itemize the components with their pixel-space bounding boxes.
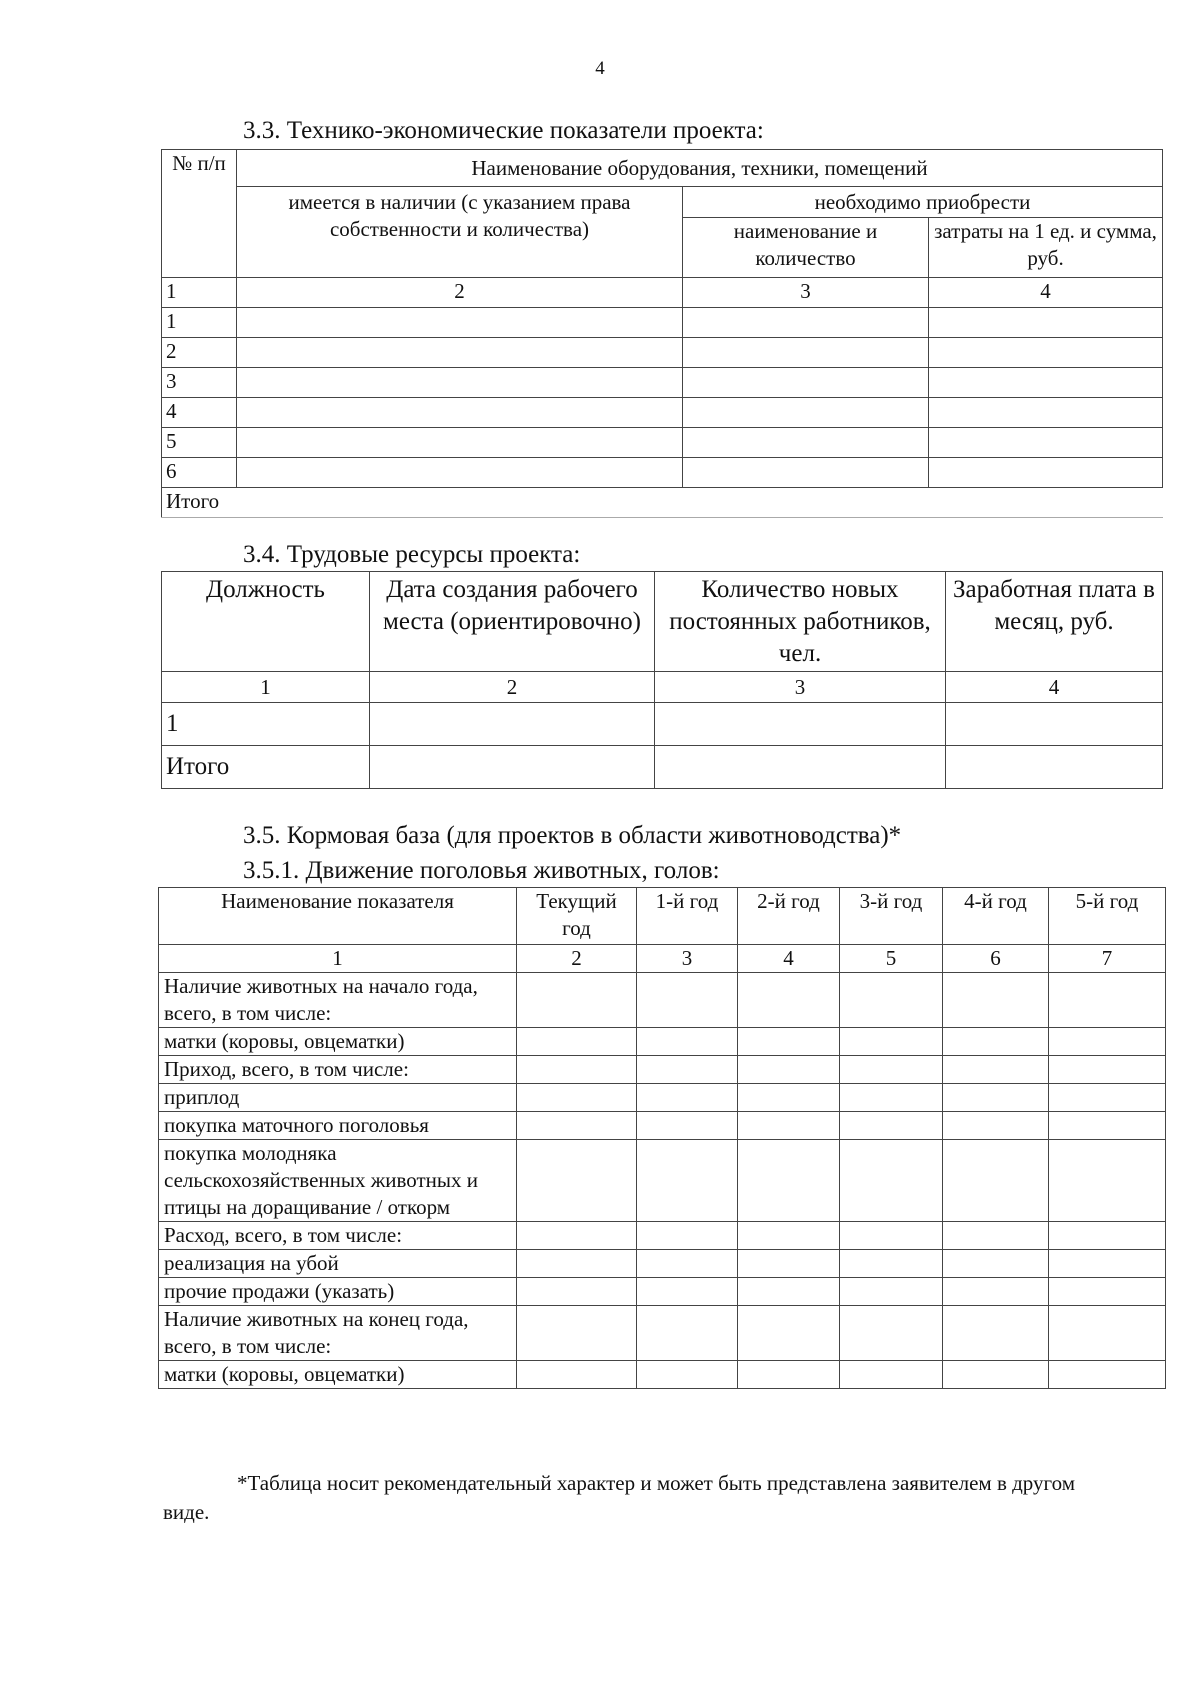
section-3-5-1-title: 3.5.1. Движение поголовья животных, голов: [243,857,720,884]
row-number: 4 [162,398,237,428]
col-number: 2 [517,945,637,973]
table-cell [929,458,1163,488]
table-cell [840,1056,943,1084]
col-number: 4 [929,278,1163,308]
col-number: 3 [683,278,929,308]
table-cell [943,973,1049,1028]
row-number: 2 [162,338,237,368]
table-row [162,458,1163,488]
table-cell [637,973,738,1028]
col-number: 1 [162,278,237,308]
table-cell [738,973,840,1028]
table-row [162,338,1163,368]
section-3-4-title: 3.4. Трудовые ресурсы проекта: [243,541,581,568]
header-num: № п/п [162,150,237,278]
table-cell [1049,973,1166,1028]
header-year-5: 5-й год [1049,888,1166,945]
indicator-label: покупка маточного поголовья [159,1112,517,1140]
table-cell [517,973,637,1028]
table-cell [738,1140,840,1222]
table-cell [943,1112,1049,1140]
table-cell [1049,1140,1166,1222]
table-cell [1049,1028,1166,1056]
table-cell [637,1140,738,1222]
table-row [159,1278,1166,1306]
indicator-label: покупка молодняка сельскохозяйственных животных и птицы на доращивание / откорм [159,1140,517,1222]
table-cell [943,1140,1049,1222]
table-cell [929,308,1163,338]
col-number: 6 [943,945,1049,973]
table-cell [237,458,683,488]
header-current-year: Текущий год [517,888,637,945]
table-cell [683,458,929,488]
col-number: 7 [1049,945,1166,973]
table-cell [946,746,1163,789]
table-cell [943,1222,1049,1250]
table-cell [517,1361,637,1389]
col-number: 4 [946,672,1163,703]
table-cell [840,1084,943,1112]
table-cell [738,1278,840,1306]
header-year-2: 2-й год [738,888,840,945]
table-cell [929,398,1163,428]
table-row [159,1222,1166,1250]
table-row [159,1028,1166,1056]
table-cell [840,1112,943,1140]
row-number: 6 [162,458,237,488]
table-cell [517,1140,637,1222]
col-number: 1 [159,945,517,973]
row-number: 1 [162,308,237,338]
table-cell [517,1278,637,1306]
table-cell [517,1222,637,1250]
table-row [162,398,1163,428]
table-cell [683,308,929,338]
table-cell [929,428,1163,458]
table-row [159,973,1166,1028]
table-cell [517,1306,637,1361]
header-year-4: 4-й год [943,888,1049,945]
table-cell [929,368,1163,398]
table-cell [946,703,1163,746]
table-cell [237,428,683,458]
table-row [159,1361,1166,1389]
header-costs: затраты на 1 ед. и сумма, руб. [929,218,1163,278]
table-cell [637,1112,738,1140]
table-cell [738,1222,840,1250]
table-row [162,368,1163,398]
table-cell [237,368,683,398]
header-indicator: Наименование показателя [159,888,517,945]
table-cell [738,1361,840,1389]
indicator-label: Наличие животных на конец года, всего, в том числе: [159,1306,517,1361]
col-number: 2 [237,278,683,308]
table-row [159,1250,1166,1278]
table-cell [517,1028,637,1056]
table-cell [683,398,929,428]
table-cell [1049,1222,1166,1250]
table-cell [237,308,683,338]
table-cell [655,746,946,789]
table-cell [370,746,655,789]
header-equipment: Наименование оборудования, техники, помещений [237,150,1163,187]
col-number: 3 [655,672,946,703]
table-cell [517,1112,637,1140]
table-cell [840,1028,943,1056]
header-position: Должность [162,572,370,672]
table-cell [1049,1112,1166,1140]
col-number: 4 [738,945,840,973]
header-available: имеется в наличии (с указанием права собственности и количества) [237,187,683,278]
table-row [162,308,1163,338]
table-cell [943,1028,1049,1056]
indicator-label: Приход, всего, в том числе: [159,1056,517,1084]
header-name-qty: наименование и количество [683,218,929,278]
header-new-workers: Количество новых постоянных работников, чел. [655,572,946,672]
indicator-label: реализация на убой [159,1250,517,1278]
table-cell [1049,1361,1166,1389]
total-label: Итого [162,746,370,789]
table-cell [637,1361,738,1389]
table-cell [738,1084,840,1112]
indicator-label: матки (коровы, овцематки) [159,1361,517,1389]
table-cell [840,1140,943,1222]
table-cell [637,1056,738,1084]
indicator-label: Расход, всего, в том числе: [159,1222,517,1250]
table-cell [683,338,929,368]
table-cell [943,1306,1049,1361]
table-cell [517,1056,637,1084]
header-to-acquire: необходимо приобрести [683,187,1163,218]
footnote: *Таблица носит рекомендательный характер и может быть представлена заявителем в другом виде. [163,1471,1076,1524]
livestock-movement-table [158,887,1166,1389]
row-number: 5 [162,428,237,458]
col-number: 1 [162,672,370,703]
table-cell [237,338,683,368]
header-year-1: 1-й год [637,888,738,945]
table-cell [840,1306,943,1361]
header-date-created: Дата создания рабочего места (ориентировочно) [370,572,655,672]
col-number: 3 [637,945,738,973]
technical-economic-table [161,149,1163,518]
table-cell [840,1250,943,1278]
col-number: 5 [840,945,943,973]
section-3-3-title: 3.3. Технико-экономические показатели проекта: [243,117,764,144]
table-cell [637,1084,738,1112]
table-row [162,746,1163,789]
table-row [159,1140,1166,1222]
table-cell [738,1112,840,1140]
table-cell [738,1306,840,1361]
table-cell [1049,1084,1166,1112]
table-cell [655,703,946,746]
table-cell [943,1250,1049,1278]
labor-resources-table [161,571,1163,789]
table-cell [637,1278,738,1306]
header-salary: Заработная плата в месяц, руб. [946,572,1163,672]
table-cell [370,703,655,746]
table-cell [683,368,929,398]
table-cell [683,428,929,458]
table-cell [943,1084,1049,1112]
table-cell [637,1222,738,1250]
row-number: 1 [162,703,370,746]
col-number: 2 [370,672,655,703]
indicator-label: матки (коровы, овцематки) [159,1028,517,1056]
table-cell [943,1278,1049,1306]
table-cell [637,1306,738,1361]
table-cell [1049,1306,1166,1361]
table-cell [1049,1056,1166,1084]
table-cell [738,1056,840,1084]
table-cell [517,1250,637,1278]
table-row [159,1112,1166,1140]
table-cell [237,398,683,428]
indicator-label: прочие продажи (указать) [159,1278,517,1306]
total-label: Итого [162,488,1163,518]
table-cell [738,1028,840,1056]
table-cell [840,1222,943,1250]
indicator-label: Наличие животных на начало года, всего, в том числе: [159,973,517,1028]
table-cell [840,1361,943,1389]
table-cell [1049,1278,1166,1306]
header-year-3: 3-й год [840,888,943,945]
section-3-5-title: 3.5. Кормовая база (для проектов в области животноводства)* [243,822,902,849]
table-cell [943,1361,1049,1389]
table-row [159,1306,1166,1361]
page-number: 4 [595,58,605,79]
table-cell [738,1250,840,1278]
table-cell [840,973,943,1028]
table-row [162,428,1163,458]
row-number: 3 [162,368,237,398]
table-cell [929,338,1163,368]
table-cell [1049,1250,1166,1278]
indicator-label: приплод [159,1084,517,1112]
table-cell [943,1056,1049,1084]
table-cell [840,1278,943,1306]
table-row [159,1056,1166,1084]
table-cell [637,1028,738,1056]
table-row [162,703,1163,746]
table-row [159,1084,1166,1112]
table-cell [637,1250,738,1278]
table-cell [517,1084,637,1112]
